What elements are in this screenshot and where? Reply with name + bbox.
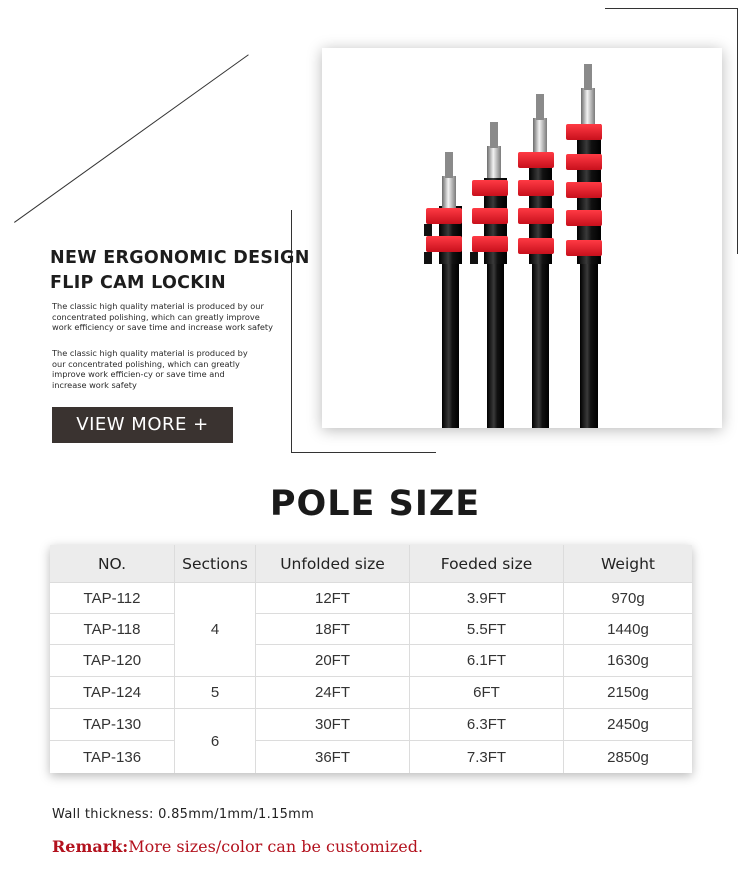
table-cell-folded: 3.9FT (410, 583, 564, 614)
table-cell-no: TAP-118 (50, 614, 175, 645)
telescopic-poles-image (322, 48, 722, 428)
table-cell-no: TAP-124 (50, 677, 175, 709)
remark-label: Remark: (52, 837, 129, 856)
table-cell-no: TAP-112 (50, 583, 175, 614)
view-more-button[interactable]: VIEW MORE + (52, 407, 233, 443)
table-cell-folded: 5.5FT (410, 614, 564, 645)
feature-headline (50, 246, 310, 296)
table-cell-unfolded: 12FT (256, 583, 410, 614)
table-cell-folded: 6FT (410, 677, 564, 709)
pole-3 (518, 94, 554, 428)
table-cell-weight: 2850g (607, 748, 649, 766)
table-cell-sections: 4 (175, 583, 256, 677)
col-header-folded: Foeded size (410, 545, 564, 583)
table-cell-unfolded: 20FT (256, 645, 410, 677)
headline-line-2: FLIP CAM LOCKIN (50, 273, 226, 293)
remark-note (52, 837, 423, 856)
table-cell-weight: 1440g (564, 614, 692, 645)
table-cell-weight: 1630g (564, 645, 692, 677)
table-cell-unfolded: 36FT (256, 741, 410, 773)
product-photo (322, 48, 722, 428)
remark-text: More sizes/color can be customized. (128, 837, 424, 856)
table-cell-folded: 6.3FT (410, 709, 564, 741)
feature-description-2: The classic high quality material is produced by our concentrated polishing, which can greatly improve work efficien-cy or save time and increase work safety (52, 348, 248, 390)
col-header-no: NO. (50, 545, 175, 583)
table-cell-weight: 970g (564, 583, 692, 614)
table-cell-unfolded: 18FT (256, 614, 410, 645)
feature-description-1: The classic high quality material is produced by our concentrated polishing, which can greatly improve work efficiency or save time and increase work safety (52, 301, 273, 332)
wall-thickness-note: Wall thickness: 0.85mm/1mm/1.15mm (52, 807, 315, 822)
col-header-unfolded: Unfolded size (256, 545, 410, 583)
deco-line-top-right-h (605, 8, 738, 9)
table-cell-no: TAP-136 (50, 741, 175, 773)
deco-line-frame-h (291, 452, 436, 453)
table-cell-no: TAP-130 (50, 709, 175, 741)
table-cell-weight: 2450g (564, 709, 692, 741)
pole-size-table (50, 545, 692, 773)
table-cell-unfolded: 30FT (256, 709, 410, 741)
table-cell-folded: 7.3FT (410, 741, 564, 773)
table-cell-sections: 5 (175, 677, 256, 709)
pole-2 (470, 122, 508, 428)
pole-1 (424, 152, 462, 428)
table-cell-folded: 6.1FT (410, 645, 564, 677)
pole-4 (566, 64, 602, 428)
table-cell-no: TAP-120 (50, 645, 175, 677)
pole-size-title: POLE SIZE (269, 484, 481, 524)
deco-line-top-right-v (737, 8, 738, 254)
col-header-weight: Weight (564, 545, 692, 583)
table-cell-sections: 6 (175, 709, 256, 773)
deco-line-diagonal (14, 54, 249, 222)
col-header-sections: Sections (175, 545, 256, 583)
headline-line-1: NEW ERGONOMIC DESIGN (50, 248, 310, 268)
table-cell-weight: 2150g (564, 677, 692, 709)
table-cell-unfolded: 24FT (256, 677, 410, 709)
